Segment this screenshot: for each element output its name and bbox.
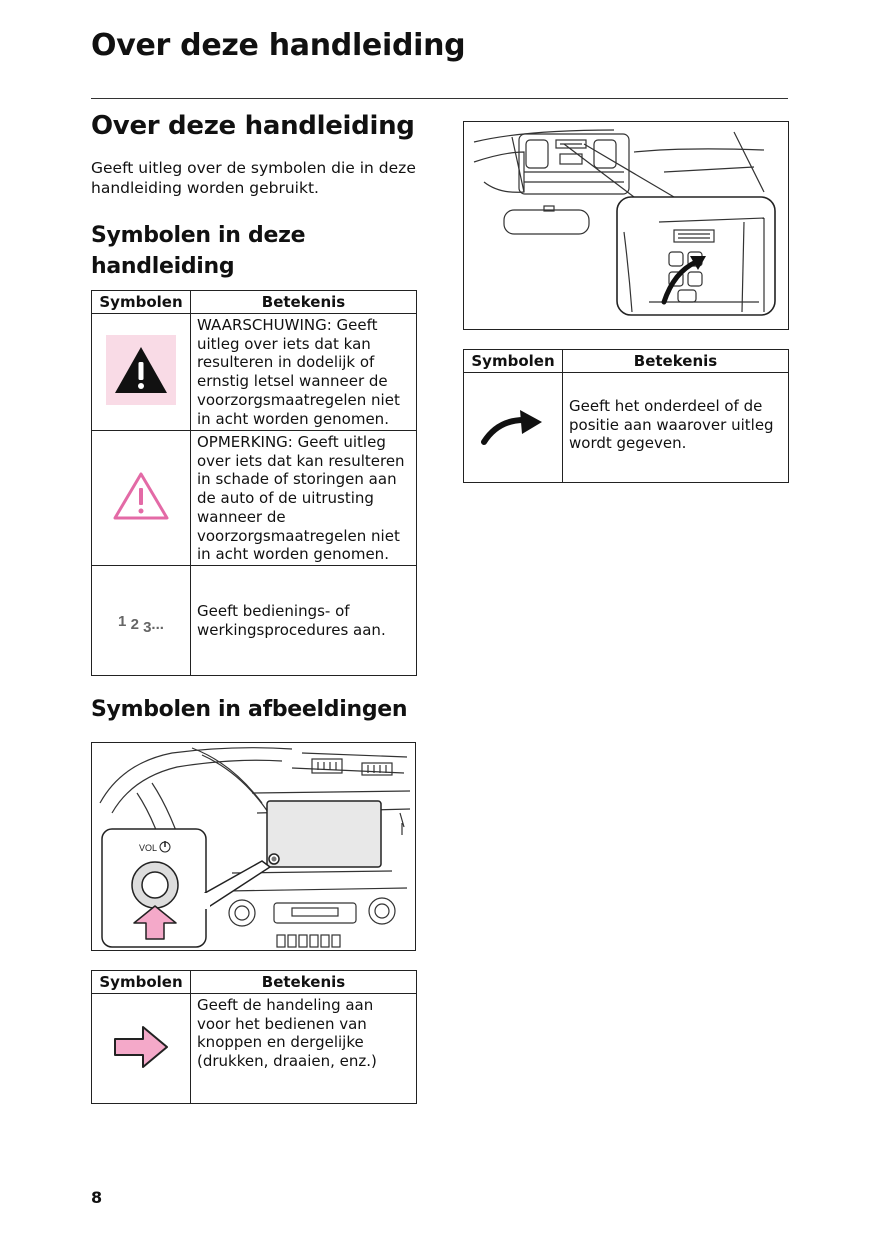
symbols-manual-heading	[91, 220, 305, 282]
table-row	[92, 431, 417, 566]
meaning-cell: Geeft het onderdeel of de positie aan waarover uitleg wordt gegeven.	[563, 373, 789, 483]
meaning-cell: Geeft de handeling aan voor het bedienen van knoppen en dergelijke (drukken, draaien, enz.)	[191, 994, 417, 1104]
table-header-row	[92, 291, 417, 314]
symbols-manual-heading-line1: Symbolen in deze	[91, 223, 306, 248]
col-header-symbol: Symbolen	[92, 291, 191, 314]
section-title: Over deze handleiding	[91, 111, 415, 141]
table-row	[464, 373, 789, 483]
symbols-illustrations-heading: Symbolen in afbeeldingen	[91, 697, 408, 722]
step-numbers-icon	[118, 613, 164, 636]
symbols-illustrations-table	[91, 970, 417, 1104]
step-digit-3: 3	[143, 618, 152, 636]
col-header-meaning: Betekenis	[191, 971, 417, 994]
dashboard-illustration	[91, 742, 416, 951]
col-header-meaning: Betekenis	[563, 350, 789, 373]
meaning-cell: Geeft bedienings- of werkingsprocedures aan.	[191, 566, 417, 676]
page-number: 8	[91, 1188, 103, 1207]
figure-vol-label: VOL	[139, 843, 158, 853]
warning-triangle-icon	[106, 335, 176, 405]
step-digit-1: 1	[118, 612, 127, 630]
table-row	[92, 314, 417, 431]
step-ellipsis: ...	[151, 615, 164, 633]
meaning-cell: OPMERKING: Geeft uitleg over iets dat kan resulteren in schade of storingen aan de auto of de uitrusting wanneer de voorzorgsmaatregelen niet in acht worden genomen.	[191, 431, 417, 566]
overhead-console-drawing	[464, 122, 788, 329]
step-digit-2: 2	[130, 615, 139, 633]
symbol-cell	[92, 994, 191, 1104]
table-header-row	[464, 350, 789, 373]
notice-triangle-icon	[111, 469, 171, 523]
table-row	[92, 566, 417, 676]
symbol-cell	[464, 373, 563, 483]
table-row	[92, 994, 417, 1104]
symbols-manual-table	[91, 290, 417, 676]
section-intro: Geeft uitleg over de symbolen die in deze handleiding worden gebruikt.	[91, 159, 416, 197]
meaning-cell: WAARSCHUWING: Geeft uitleg over iets dat kan resulteren in dodelijk of ernstig letsel wanneer de voorzorgsmaatregelen niet in acht worden genomen.	[191, 314, 417, 431]
symbol-cell	[92, 431, 191, 566]
table-header-row	[92, 971, 417, 994]
col-header-symbol: Symbolen	[464, 350, 563, 373]
black-curved-arrow-icon	[480, 406, 546, 446]
pink-arrow-icon	[111, 1023, 171, 1071]
overhead-console-illustration	[463, 121, 789, 330]
symbol-cell	[92, 566, 191, 676]
page-header-title: Over deze handleiding	[91, 28, 466, 63]
dashboard-drawing	[92, 743, 415, 950]
col-header-meaning: Betekenis	[191, 291, 417, 314]
col-header-symbol: Symbolen	[92, 971, 191, 994]
header-divider	[91, 98, 788, 99]
symbols-right-table	[463, 349, 789, 483]
symbol-cell	[92, 314, 191, 431]
symbols-manual-heading-line2: handleiding	[91, 254, 235, 279]
